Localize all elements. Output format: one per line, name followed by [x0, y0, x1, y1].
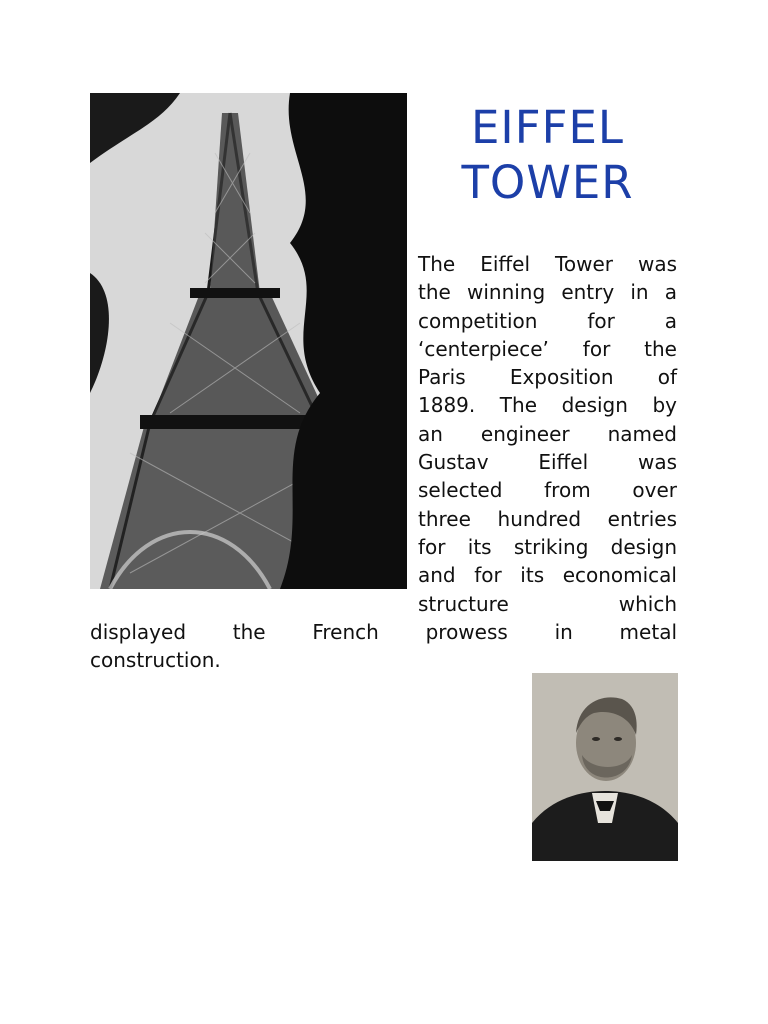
paragraph-line: structure which [418, 591, 677, 616]
paragraph-line: 1889. The design by [418, 393, 677, 418]
paragraph-line: competition for a [418, 308, 677, 333]
paragraph-full-line-wrap [90, 618, 677, 646]
paragraph-line: ‘centerpiece’ for the [418, 336, 677, 361]
paragraph-line: displayed the French prowess in metal [90, 620, 677, 644]
eiffel-tower-photo [90, 93, 407, 589]
paragraph-last-line: construction. [90, 648, 221, 673]
paragraph-line: for its striking design [418, 534, 677, 559]
paragraph-line: and for its economical [418, 563, 677, 588]
paragraph-line: three hundred entries [418, 506, 677, 531]
paragraph-line: the winning entry in a [418, 280, 677, 305]
title-line-2: TOWER [461, 156, 634, 209]
paragraph-line: Gustav Eiffel was [418, 450, 677, 475]
paragraph-line: selected from over [418, 478, 677, 503]
paragraph-full-width [90, 618, 677, 675]
paragraph-line: Paris Exposition of [418, 365, 677, 390]
title-line-1: EIFFEL [471, 101, 624, 154]
paragraph-line: an engineer named [418, 421, 677, 446]
gustave-eiffel-portrait [532, 673, 678, 861]
paragraph-right-column [418, 250, 677, 618]
paragraph-line: The Eiffel Tower was [418, 252, 677, 276]
page-title [418, 100, 677, 210]
